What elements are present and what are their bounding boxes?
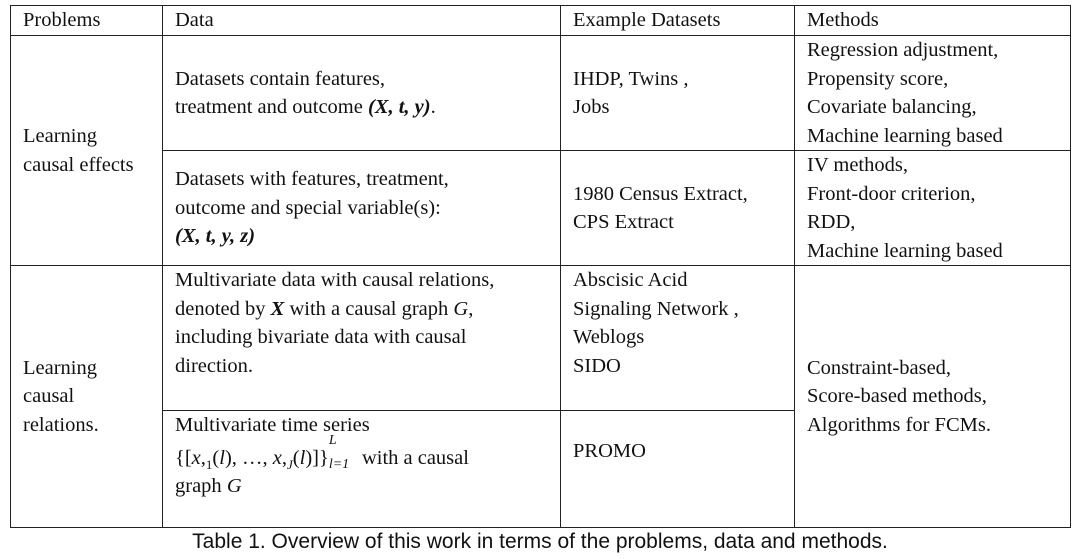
dataset-text: Weblogs (573, 326, 645, 348)
method-text: IV methods, (807, 154, 908, 176)
method-text: Machine learning based (807, 124, 1003, 147)
methods-cell (795, 36, 1071, 151)
datasets-cell (561, 266, 795, 411)
method-text: Regression adjustment, (807, 39, 999, 61)
data-text: direction. (175, 354, 253, 377)
dataset-text: SIDO (573, 354, 621, 377)
method-text: Propensity score, (807, 67, 949, 90)
data-text: Datasets with features, treatment, (175, 168, 449, 191)
dataset-text: Jobs (573, 96, 610, 118)
data-cell (163, 266, 561, 411)
header-example-datasets: Example Datasets (561, 6, 795, 36)
datasets-cell (561, 411, 795, 528)
method-text: Covariate balancing, (807, 96, 977, 118)
methods-cell (795, 151, 1071, 266)
data-cell (163, 411, 561, 528)
problem-cell-causal-relations (11, 266, 163, 528)
dataset-text: CPS Extract (573, 211, 674, 233)
problem-text: Learning (23, 356, 97, 379)
overview-table (10, 5, 1071, 528)
header-data: Data (163, 6, 561, 36)
data-text: Multivariate time series (175, 414, 370, 436)
table-row (11, 36, 1071, 151)
data-text: including bivariate data with causal (175, 326, 467, 348)
method-text: RDD, (807, 211, 856, 233)
data-text: outcome and special variable(s): (175, 196, 441, 219)
data-text-math: graph G (175, 475, 242, 497)
datasets-cell (561, 36, 795, 151)
table-row (11, 151, 1071, 266)
dataset-text: Abscisic Acid (573, 269, 688, 291)
problem-text: Learning (23, 125, 97, 147)
data-text-math: (X, t, y, z) (175, 225, 256, 248)
method-text: Constraint-based, (807, 356, 952, 379)
table-caption: Table 1. Overview of this work in terms of the problems, data and methods. (192, 530, 888, 553)
dataset-text: Signaling Network , (573, 297, 739, 320)
data-text-math: denoted by X with a causal graph G, (175, 297, 474, 320)
header-problems: Problems (11, 6, 163, 36)
header-row (11, 6, 1071, 36)
method-text: Machine learning based (807, 239, 1003, 262)
methods-cell (795, 266, 1071, 528)
data-text: Datasets contain features, (175, 67, 386, 90)
problem-cell-causal-effects (11, 36, 163, 266)
dataset-text: IHDP, Twins , (573, 67, 689, 90)
data-text: Multivariate data with causal relations, (175, 269, 495, 291)
dataset-text: PROMO (573, 440, 646, 462)
method-text: Front-door criterion, (807, 182, 976, 205)
problem-text: causal (23, 385, 75, 408)
method-text: Algorithms for FCMs. (807, 413, 991, 436)
data-text-math: {[$x,_1(l)$, …, $x,_J(l)$]} L l=1 with a causal (175, 432, 469, 472)
data-text: treatment and outcome (175, 96, 368, 118)
problem-text: causal effects (23, 153, 134, 176)
data-text-math: treatment and outcome (X, t, y). (175, 96, 436, 118)
data-cell (163, 36, 561, 151)
datasets-cell (561, 151, 795, 266)
header-methods: Methods (795, 6, 1071, 36)
method-text: Score-based methods, (807, 385, 987, 408)
table-row (11, 266, 1071, 411)
dataset-text: 1980 Census Extract, (573, 182, 748, 205)
problem-text: relations. (23, 413, 99, 436)
data-cell (163, 151, 561, 266)
